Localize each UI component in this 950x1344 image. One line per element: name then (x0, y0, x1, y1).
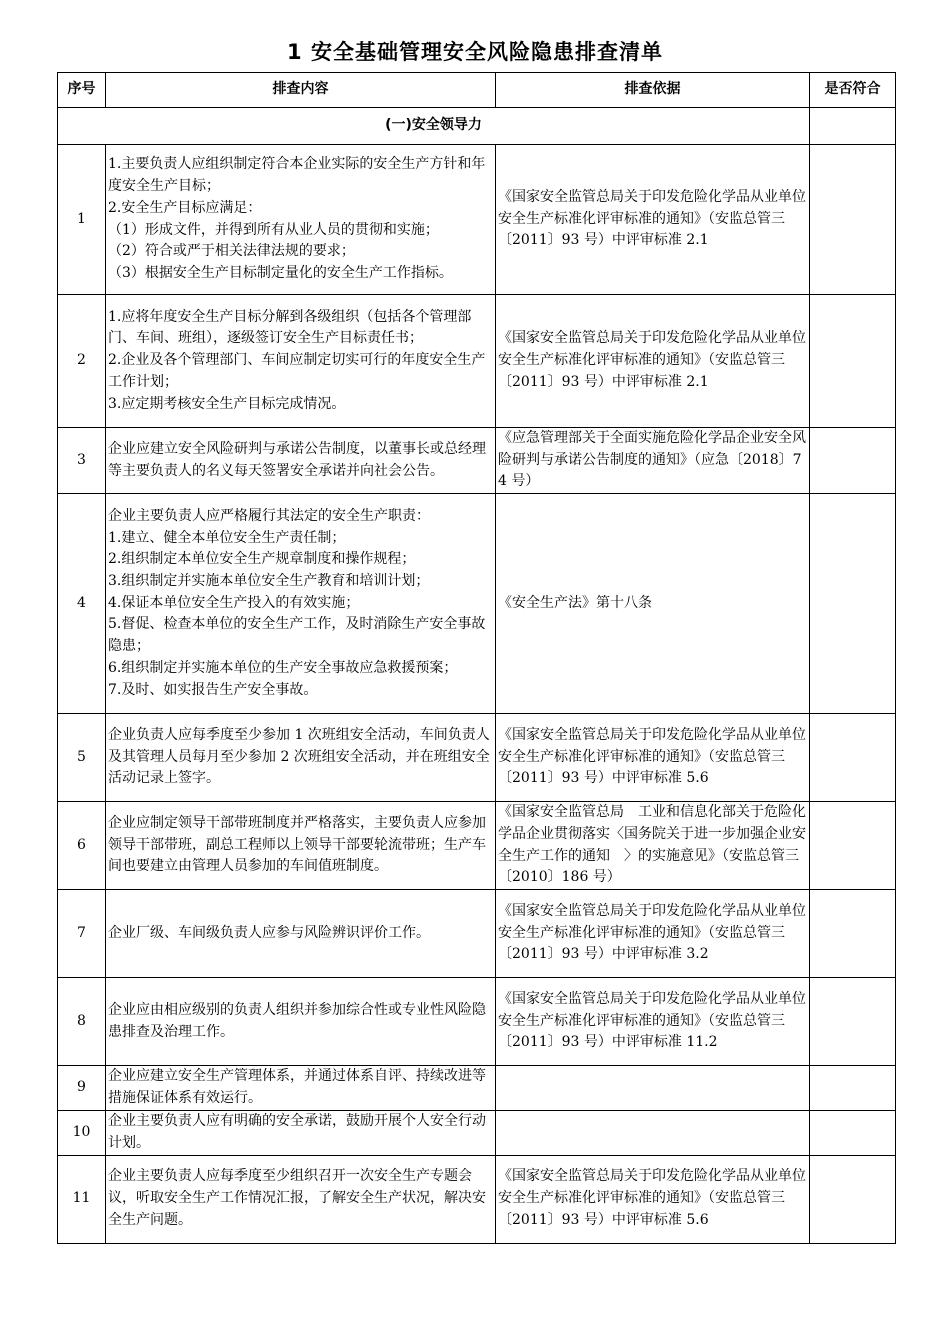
content-line: 2.组织制定本单位安全生产规章制度和操作规程； (108, 551, 416, 568)
row-basis: 《安全生产法》第十八条 (496, 494, 810, 714)
row-compliant (810, 494, 896, 714)
row-basis: 《国家安全监管总局 工业和信息化部关于危险化学品企业贯彻落实〈国务院关于进一步加强企业安全生产工作的通知 〉的实施意见》（安监总管三〔2010〕186 号） (496, 802, 810, 890)
content-line: 企业应制定领导干部带班制度并严格落实，主要负责人应参加领导干部带班，副总工程师以上领导干部要轮流带班；生产车间也要建立由管理人员参加的车间值班制度。 (108, 815, 486, 875)
row-compliant (810, 1111, 896, 1155)
row-content (106, 428, 496, 494)
table-row (58, 295, 896, 428)
row-basis: 《应急管理部关于全面实施危险化学品企业安全风险研判与承诺公告制度的通知》（应急〔2018〕74 号） (496, 428, 810, 494)
row-compliant (810, 890, 896, 978)
content-line: 2.企业及各个管理部门、车间应制定切实可行的年度安全生产工作计划； (108, 352, 486, 390)
content-line: （2）符合或严于相关法律法规的要求； (108, 243, 355, 260)
row-basis: 《国家安全监管总局关于印发危险化学品从业单位安全生产标准化评审标准的通知》（安监总管三〔2011〕93 号）中评审标准 2.1 (496, 145, 810, 295)
row-number: 1 (58, 145, 106, 295)
row-content (106, 295, 496, 428)
row-compliant (810, 295, 896, 428)
row-content (106, 978, 496, 1066)
table-row (58, 978, 896, 1066)
section-compliant-cell (810, 108, 896, 145)
row-content (106, 145, 496, 295)
content-line: 企业主要负责人应严格履行其法定的安全生产职责： (108, 507, 430, 524)
header-no: 序号 (58, 73, 106, 108)
content-line: 企业应由相应级别的负责人组织并参加综合性或专业性风险隐患排查及治理工作。 (108, 1001, 486, 1040)
row-number: 5 (58, 714, 106, 802)
content-line: 1.应将年度安全生产目标分解到各级组织（包括各个管理部门、车间、班组），逐级签订安全生产目标责任书； (108, 308, 472, 347)
header-basis: 排查依据 (496, 73, 810, 108)
header-compliant: 是否符合 (810, 73, 896, 108)
row-number: 7 (58, 890, 106, 978)
table-row (58, 145, 896, 295)
row-compliant (810, 428, 896, 494)
row-compliant (810, 145, 896, 295)
table-row (58, 1066, 896, 1111)
section-row (58, 108, 896, 145)
content-line: 企业应建立安全生产管理体系，并通过体系自评、持续改进等措施保证体系有效运行。 (108, 1068, 486, 1107)
row-content (106, 890, 496, 978)
content-line: 企业厂级、车间级负责人应参与风险辨识评价工作。 (108, 924, 430, 941)
checklist-table (57, 72, 896, 1244)
row-compliant (810, 1066, 896, 1111)
table-row (58, 428, 896, 494)
row-content (106, 1155, 496, 1243)
row-compliant (810, 978, 896, 1066)
content-line: （1）形成文件，并得到所有从业人员的贯彻和实施； (108, 221, 439, 238)
content-line: （3）根据安全生产目标制定量化的安全生产工作指标。 (108, 264, 453, 281)
table-row (58, 802, 896, 890)
header-row (58, 73, 896, 108)
row-basis: 《国家安全监管总局关于印发危险化学品从业单位安全生产标准化评审标准的通知》（安监总管三〔2011〕93 号）中评审标准 5.6 (496, 1155, 810, 1243)
row-basis (496, 1111, 810, 1155)
content-line: 1.建立、健全本单位安全生产责任制； (108, 529, 346, 546)
row-number: 3 (58, 428, 106, 494)
row-content (106, 714, 496, 802)
table-row (58, 1155, 896, 1243)
table-row (58, 1111, 896, 1155)
row-number: 10 (58, 1111, 106, 1155)
row-content (106, 802, 496, 890)
content-line: 1.主要负责人应组织制定符合本企业实际的安全生产方针和年度安全生产目标； (108, 156, 486, 195)
section-title: (一)安全领导力 (58, 108, 810, 145)
row-compliant (810, 802, 896, 890)
row-number: 6 (58, 802, 106, 890)
row-content (106, 494, 496, 714)
row-number: 8 (58, 978, 106, 1066)
content-line: 3.组织制定并实施本单位安全生产教育和培训计划； (108, 573, 430, 590)
row-number: 11 (58, 1155, 106, 1243)
row-compliant (810, 1155, 896, 1243)
content-line: 3.应定期考核安全生产目标完成情况。 (108, 395, 346, 412)
row-basis: 《国家安全监管总局关于印发危险化学品从业单位安全生产标准化评审标准的通知》（安监总管三〔2011〕93 号）中评审标准 3.2 (496, 890, 810, 978)
content-line: 5.督促、检查本单位的安全生产工作，及时消除生产安全事故隐患； (108, 616, 486, 655)
row-basis: 《国家安全监管总局关于印发危险化学品从业单位安全生产标准化评审标准的通知》（安监总管三〔2011〕93 号）中评审标准 2.1 (496, 295, 810, 428)
page-title: 1 安全基础管理安全风险隐患排查清单 (287, 40, 663, 64)
row-content (106, 1111, 496, 1155)
header-content: 排查内容 (106, 73, 496, 108)
content-line: 7.及时、如实报告生产安全事故。 (108, 681, 318, 698)
row-number: 4 (58, 494, 106, 714)
content-line: 4.保证本单位安全生产投入的有效实施； (108, 594, 360, 611)
content-line: 企业应建立安全风险研判与承诺公告制度，以董事长或总经理等主要负责人的名义每天签署安全承诺并向社会公告。 (108, 440, 486, 479)
content-line: 2.安全生产目标应满足： (108, 199, 262, 216)
row-content (106, 1066, 496, 1111)
content-line: 企业主要负责人应每季度至少组织召开一次安全生产专题会议，听取安全生产工作情况汇报，了解安全生产状况，解决安全生产问题。 (108, 1168, 486, 1228)
table-row (58, 494, 896, 714)
content-line: 企业主要负责人应有明确的安全承诺，鼓励开展个人安全行动计划。 (108, 1113, 486, 1151)
content-line: 6.组织制定并实施本单位的生产安全事故应急救援预案； (108, 659, 458, 676)
content-line: 企业负责人应每季度至少参加 1 次班组安全活动，车间负责人及其管理人员每月至少参加 2 次班组安全活动，并在班组安全活动记录上签字。 (108, 727, 490, 787)
row-basis: 《国家安全监管总局关于印发危险化学品从业单位安全生产标准化评审标准的通知》（安监总管三〔2011〕93 号）中评审标准 11.2 (496, 978, 810, 1066)
row-basis (496, 1066, 810, 1111)
table-row (58, 890, 896, 978)
row-basis: 《国家安全监管总局关于印发危险化学品从业单位安全生产标准化评审标准的通知》（安监总管三〔2011〕93 号）中评审标准 5.6 (496, 714, 810, 802)
row-number: 2 (58, 295, 106, 428)
row-compliant (810, 714, 896, 802)
table-row (58, 714, 896, 802)
row-number: 9 (58, 1066, 106, 1111)
